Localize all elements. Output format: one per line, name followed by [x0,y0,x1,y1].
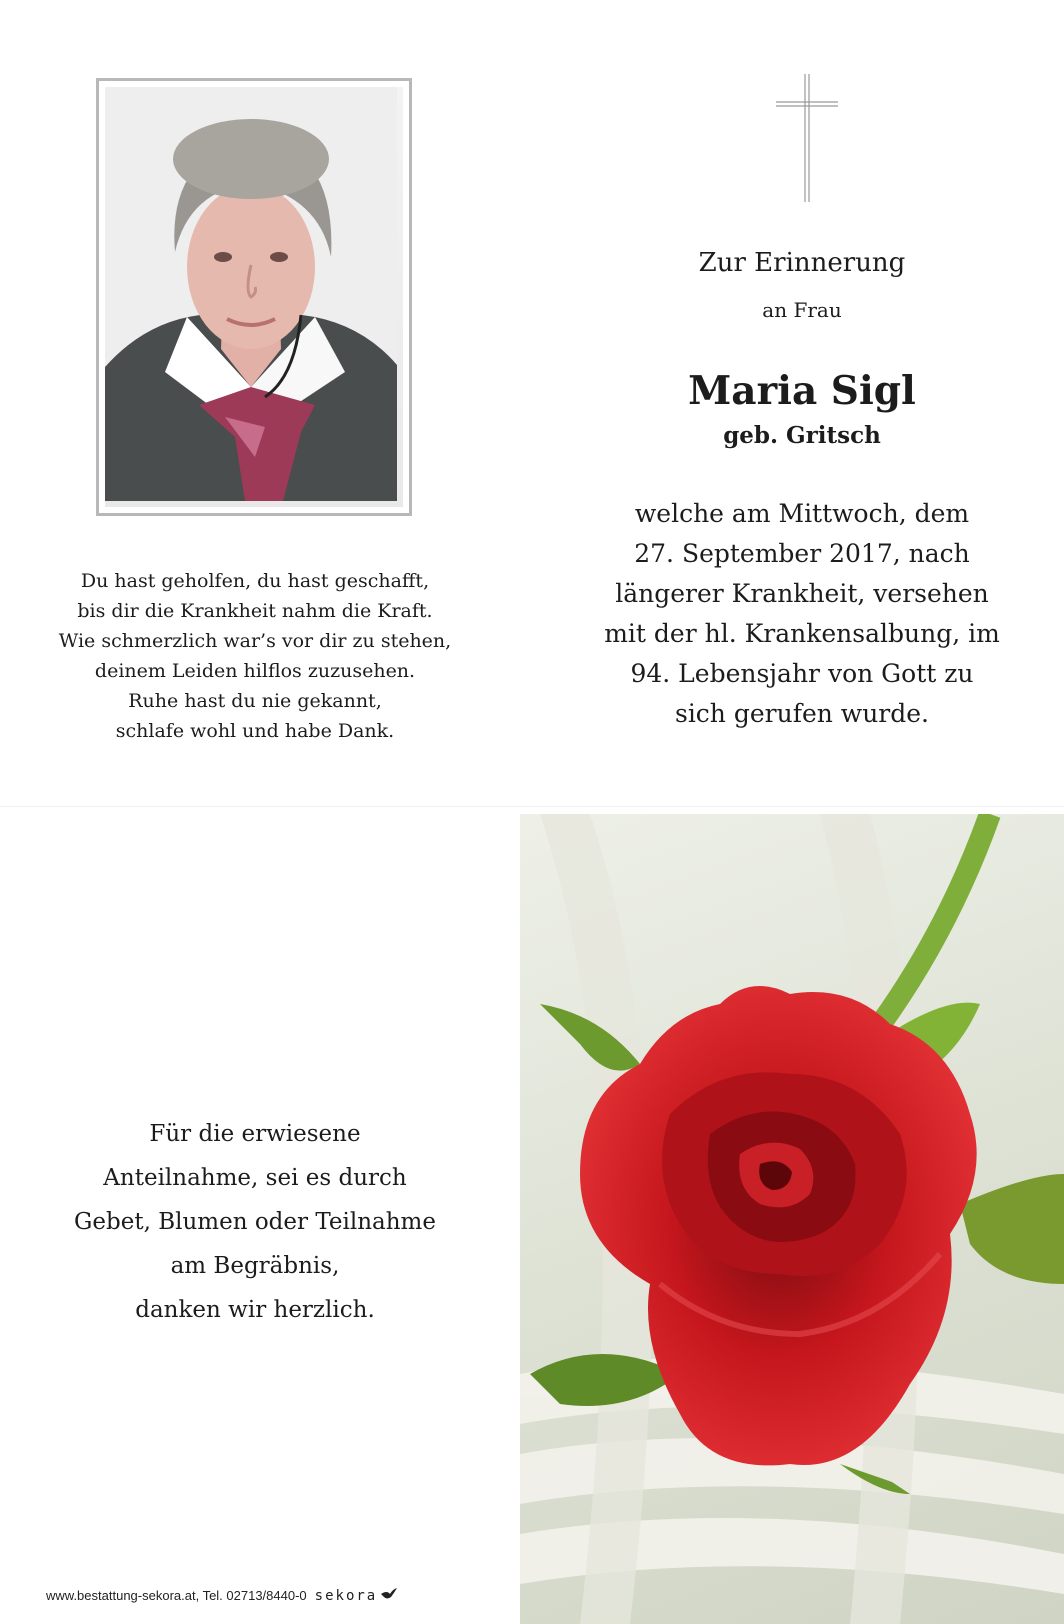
brand-logo: sekora [314,1588,378,1604]
bird-icon [381,1588,397,1600]
thanks-line: Für die erwiesene [149,1121,361,1147]
poem-line: Wie schmerzlich war’s vor dir zu stehen, [58,630,452,652]
rose-panel [520,814,1064,1624]
footer [46,1588,397,1604]
statement-line: welche am Mittwoch, dem [634,499,970,528]
thanks-text [40,1112,470,1332]
poem-line: Ruhe hast du nie gekannt, [128,690,382,712]
portrait-panel [0,0,540,810]
statement-line: sich gerufen wurde. [674,699,930,728]
portrait-frame [96,78,412,516]
poem-line: deinem Leiden hilflos zuzusehen. [94,660,416,682]
poem-line: bis dir die Krankheit nahm die Kraft. [77,600,433,622]
death-statement [580,494,1024,734]
deceased-name: Maria Sigl [688,368,916,414]
poem [40,566,470,746]
memorial-panel [540,0,1064,810]
thanks-line: Anteilnahme, sei es durch [103,1165,407,1191]
thanks-line: am Begräbnis, [170,1253,340,1279]
statement-line: mit der hl. Krankensalbung, im [604,619,1000,648]
statement-line: 27. September 2017, nach [634,539,970,568]
thanks-line: Gebet, Blumen oder Teilnahme [74,1209,436,1235]
poem-line: schlafe wohl und habe Dank. [115,720,395,742]
statement-line: 94. Lebensjahr von Gott zu [630,659,974,688]
poem-line: Du hast geholfen, du hast geschafft, [80,570,430,592]
portrait-photo [105,87,403,507]
cross-icon [776,74,838,202]
maiden-name: geb. Gritsch [723,422,881,449]
portrait-illustration [105,87,397,501]
rose-illustration [520,814,1064,1624]
rose-photo [520,814,1064,1624]
statement-line: längerer Krankheit, versehen [615,579,989,608]
footer-contact: www.bestattung-sekora.at, Tel. 02713/8440-0 [46,1588,307,1603]
intro-text: Zur Erinnerung [698,248,906,278]
thanks-panel [0,810,520,1624]
thanks-line: danken wir herzlich. [135,1297,375,1323]
honorific-text: an Frau [762,298,842,322]
